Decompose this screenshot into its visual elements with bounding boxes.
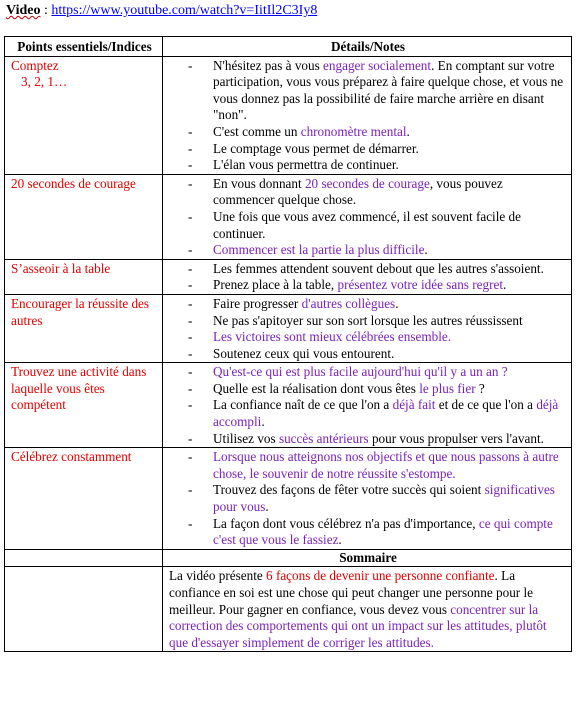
text-run: .	[338, 532, 342, 548]
table-row	[5, 56, 572, 174]
details-cell	[163, 294, 572, 362]
highlighted-text: d'autres collègues	[301, 295, 396, 311]
highlighted-text: déjà accompli	[213, 397, 559, 430]
text-run: .	[261, 414, 265, 430]
details-cell	[163, 448, 572, 550]
header-points: Points essentiels/Indices	[5, 37, 163, 57]
highlighted-text: succès antérieurs	[278, 430, 369, 446]
text-run: La confiance naît de ce que l'on a	[213, 397, 393, 413]
text-run: Les femmes attendent souvent debout que les autres s'assoient.	[213, 260, 544, 276]
text-run: L'élan vous permettra de continuer.	[213, 157, 399, 173]
note-item	[169, 242, 567, 259]
note-item	[169, 364, 567, 381]
text-run: Prenez place à la table,	[213, 277, 338, 293]
text-run: ?	[475, 380, 485, 396]
notes-list	[169, 296, 567, 362]
text-run: .	[265, 499, 269, 515]
text-run: La façon dont vous célébrez n'a pas d'importance,	[213, 515, 479, 531]
highlighted-text: Les victoires sont mieux célébrées ensemble.	[213, 329, 452, 345]
highlighted-text: ce qui compte c'est que vous le fassiez	[213, 515, 553, 548]
point-cell	[5, 294, 163, 362]
point-cell	[5, 56, 163, 174]
header-details: Détails/Notes	[163, 37, 572, 57]
note-item	[169, 124, 567, 141]
summary-text	[163, 567, 572, 652]
note-item	[169, 296, 567, 313]
details-cell	[163, 56, 572, 174]
highlighted-text: présentez votre idée sans regret	[337, 277, 503, 293]
point-cell	[5, 363, 163, 448]
point-sublabel: 3, 2, 1…	[21, 74, 68, 90]
highlighted-text: Lorsque nous atteignons nos objectifs et que nous passons à autre chose, le souvenir de notre réussite s'estompe.	[213, 449, 559, 481]
text-run: . En comptant sur votre participation, vous vous préparez à faire quelque chose, et vous ne vous donnez pas la possibilité de faire marche arrière en disant "non".	[213, 57, 564, 123]
highlighted-text: 20 secondes de courage	[304, 175, 430, 191]
text-run: En vous donnant	[213, 175, 305, 191]
summary-heading-row	[5, 549, 572, 567]
note-item	[169, 346, 567, 363]
note-item	[169, 482, 567, 515]
text-run: .	[406, 123, 410, 139]
details-cell	[163, 174, 572, 259]
text-run: Utilisez vos	[213, 430, 279, 446]
text-run: , vous pouvez commencer quelque chose.	[213, 175, 503, 208]
note-item	[169, 261, 567, 278]
table-header-row	[5, 37, 572, 57]
text-run: Le comptage vous permet de démarrer.	[213, 140, 419, 156]
text-run: pour vous propulser vers l'avant.	[368, 430, 544, 446]
video-separator: :	[40, 3, 52, 18]
highlighted-text: chronomètre mental	[300, 123, 407, 139]
text-run: Faire progresser	[213, 295, 302, 311]
notes-list	[169, 176, 567, 259]
table-row	[5, 174, 572, 259]
text-run: .	[395, 295, 399, 311]
point-label: Célébrez constamment	[11, 449, 132, 465]
empty-cell	[5, 549, 163, 567]
empty-cell	[5, 567, 163, 652]
note-item	[169, 329, 567, 346]
table-row	[5, 259, 572, 294]
point-label: S’asseoir à la table	[11, 260, 111, 276]
video-line	[6, 2, 317, 20]
note-item	[169, 58, 567, 124]
highlighted-text: déjà fait	[392, 397, 436, 413]
text-run: .	[502, 277, 507, 293]
notes-list	[169, 364, 567, 447]
notes-list	[169, 58, 567, 174]
text-run: Ne pas s'apitoyer sur son sort lorsque les autres réussissent	[213, 312, 523, 328]
highlighted-text: Commencer est la partie la plus difficile	[213, 242, 425, 258]
note-item	[169, 157, 567, 174]
table-row	[5, 363, 572, 448]
table-row	[5, 448, 572, 550]
text-run: Quelle est la réalisation dont vous êtes	[213, 380, 420, 396]
details-cell	[163, 259, 572, 294]
details-cell	[163, 363, 572, 448]
point-label: Trouvez une activité dans laquelle vous êtes compétent	[11, 364, 147, 413]
text-run: La vidéo présente	[169, 568, 267, 584]
note-item	[169, 277, 567, 294]
point-label: Encourager la réussite des autres	[11, 295, 150, 328]
highlighted-text: Qu'est-ce qui est plus facile aujourd'hui qu'il y a un an ?	[213, 364, 508, 380]
cornell-notes-table	[4, 36, 572, 652]
note-item	[169, 209, 567, 242]
highlighted-text: significatives pour vous	[213, 482, 555, 515]
text-run: .	[424, 242, 428, 258]
point-cell	[5, 174, 163, 259]
point-cell	[5, 448, 163, 550]
note-item	[169, 431, 567, 448]
video-link[interactable]: https://www.youtube.com/watch?v=IitIl2C3Iy8	[51, 3, 318, 18]
note-item	[169, 381, 567, 398]
table-row	[5, 294, 572, 362]
note-item	[169, 397, 567, 430]
highlighted-text: concentrer sur la correction des comportements qui ont un impact sur les attitudes, plutôt que d'essayer simplement de corriger les attitudes.	[169, 601, 547, 650]
notes-list	[169, 449, 567, 549]
notes-list	[169, 261, 567, 294]
point-label: Comptez	[11, 57, 59, 73]
note-item	[169, 141, 567, 158]
text-run: N'hésitez pas à vous	[213, 57, 324, 73]
text-run: et de ce que l'on a	[435, 397, 537, 413]
text-run: Soutenez ceux qui vous entourent.	[213, 345, 395, 361]
highlighted-text: le plus fier	[419, 380, 476, 396]
text-run: Trouvez des façons de fêter votre succès qui soient	[213, 482, 485, 498]
note-item	[169, 516, 567, 549]
video-label: Video	[6, 3, 41, 18]
highlighted-text: engager socialement	[323, 57, 432, 73]
note-item	[169, 313, 567, 330]
note-item	[169, 449, 567, 482]
point-cell	[5, 259, 163, 294]
text-run: . La confiance en soi est une chose qui peut changer une personne pour le meilleur. Pour gagner en confiance, vous devez vous	[169, 568, 533, 617]
note-item	[169, 176, 567, 209]
summary-heading: Sommaire	[163, 549, 572, 567]
table-body	[5, 56, 572, 652]
text-run: Une fois que vous avez commencé, il est souvent facile de continuer.	[213, 208, 521, 241]
summary-row	[5, 567, 572, 652]
point-label: 20 secondes de courage	[11, 175, 136, 191]
highlighted-text: 6 façons de devenir une personne confiante	[266, 568, 495, 584]
text-run: C'est comme un	[213, 123, 301, 139]
